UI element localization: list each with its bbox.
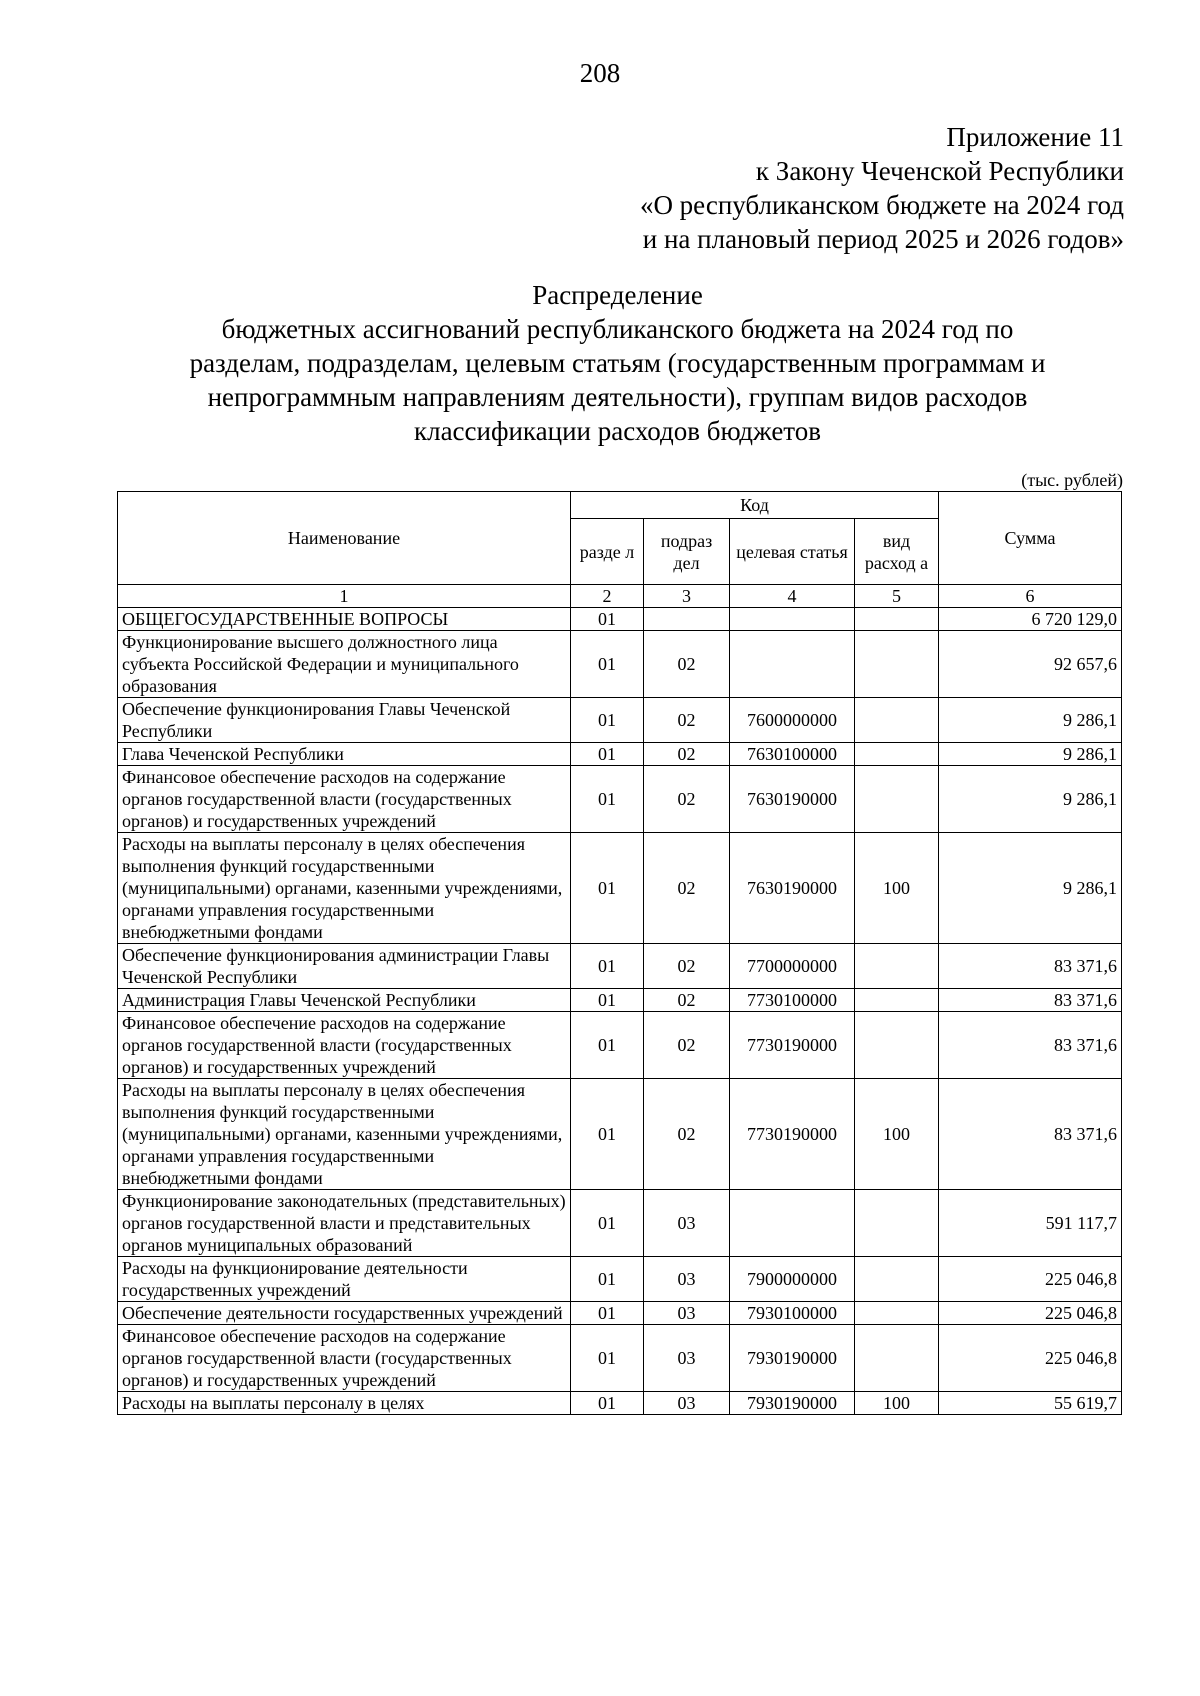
row-amount: 83 371,6 [939, 944, 1122, 989]
row-type [855, 1012, 939, 1079]
row-name: ОБЩЕГОСУДАРСТВЕННЫЕ ВОПРОСЫ [118, 608, 571, 631]
row-section: 01 [571, 989, 644, 1012]
row-type [855, 1190, 939, 1257]
title-line: классификации расходов бюджетов [413, 416, 822, 446]
table-row [118, 1392, 1122, 1415]
row-section: 01 [571, 1079, 644, 1190]
row-section: 01 [571, 1302, 644, 1325]
row-amount: 9 286,1 [939, 833, 1122, 944]
page-number: 208 [579, 58, 621, 88]
table-row [118, 833, 1122, 944]
row-subsection: 03 [644, 1325, 730, 1392]
table-row [118, 944, 1122, 989]
row-target [730, 608, 855, 631]
header-name: Наименование [118, 492, 571, 585]
row-section: 01 [571, 743, 644, 766]
row-subsection: 02 [644, 833, 730, 944]
appendix-line: «О республиканском бюджете на 2024 год [639, 190, 1124, 220]
table-row [118, 698, 1122, 743]
row-name: Расходы на выплаты персоналу в целях обеспечения выполнения функций государственными (муниципальными) органами, казенными учреждениями, органами управления государственными внебюджетными фондами [118, 833, 571, 944]
row-section: 01 [571, 608, 644, 631]
row-target: 7630190000 [730, 766, 855, 833]
row-type [855, 698, 939, 743]
table-row [118, 1257, 1122, 1302]
appendix-header [640, 120, 1124, 256]
row-type [855, 1257, 939, 1302]
row-section: 01 [571, 1325, 644, 1392]
row-type [855, 1325, 939, 1392]
row-amount: 55 619,7 [939, 1392, 1122, 1415]
row-subsection: 03 [644, 1392, 730, 1415]
row-type [855, 989, 939, 1012]
row-amount: 225 046,8 [939, 1325, 1122, 1392]
row-section: 01 [571, 944, 644, 989]
row-subsection: 03 [644, 1190, 730, 1257]
row-target [730, 631, 855, 698]
row-target: 7730190000 [730, 1079, 855, 1190]
appendix-line: к Закону Чеченской Республики [755, 156, 1124, 186]
table-row [118, 743, 1122, 766]
row-subsection: 02 [644, 766, 730, 833]
table-row [118, 766, 1122, 833]
column-number: 1 [118, 585, 571, 608]
column-number: 4 [730, 585, 855, 608]
row-amount: 83 371,6 [939, 1079, 1122, 1190]
table-row [118, 631, 1122, 698]
row-target: 7700000000 [730, 944, 855, 989]
column-number: 5 [855, 585, 939, 608]
header-code: Код [571, 492, 939, 519]
row-name: Обеспечение функционирования администрации Главы Чеченской Республики [118, 944, 571, 989]
column-number: 2 [571, 585, 644, 608]
row-amount: 9 286,1 [939, 766, 1122, 833]
row-type [855, 631, 939, 698]
row-subsection: 03 [644, 1257, 730, 1302]
row-type: 100 [855, 1079, 939, 1190]
row-subsection: 03 [644, 1302, 730, 1325]
row-subsection: 02 [644, 1079, 730, 1190]
row-target: 7600000000 [730, 698, 855, 743]
row-subsection: 02 [644, 698, 730, 743]
appendix-line: и на плановый период 2025 и 2026 годов» [642, 224, 1124, 254]
row-type: 100 [855, 1392, 939, 1415]
column-number-row [118, 585, 1122, 608]
row-type [855, 608, 939, 631]
header-target: целевая статья [730, 519, 855, 585]
table-row [118, 1079, 1122, 1190]
row-amount: 225 046,8 [939, 1257, 1122, 1302]
row-name: Финансовое обеспечение расходов на содержание органов государственной власти (государственных органов) и государственных учреждений [118, 1325, 571, 1392]
row-target: 7930190000 [730, 1325, 855, 1392]
row-amount: 83 371,6 [939, 989, 1122, 1012]
row-amount: 83 371,6 [939, 1012, 1122, 1079]
row-target: 7900000000 [730, 1257, 855, 1302]
row-name: Расходы на выплаты персоналу в целях обеспечения выполнения функций государственными (муниципальными) органами, казенными учреждениями, органами управления государственными внебюджетными фондами [118, 1079, 571, 1190]
table-row [118, 1302, 1122, 1325]
row-type: 100 [855, 833, 939, 944]
table-row [118, 989, 1122, 1012]
title-line: разделам, подразделам, целевым статьям (государственным программам и [189, 348, 1046, 378]
units-label: (тыс. рублей) [1021, 470, 1123, 490]
row-name: Расходы на выплаты персоналу в целях [118, 1392, 571, 1415]
row-target: 7730100000 [730, 989, 855, 1012]
row-type [855, 944, 939, 989]
row-name: Обеспечение деятельности государственных учреждений [118, 1302, 571, 1325]
row-amount: 92 657,6 [939, 631, 1122, 698]
row-type [855, 766, 939, 833]
row-subsection: 02 [644, 944, 730, 989]
row-target: 7930100000 [730, 1302, 855, 1325]
row-subsection: 02 [644, 631, 730, 698]
row-name: Глава Чеченской Республики [118, 743, 571, 766]
row-target: 7630100000 [730, 743, 855, 766]
row-name: Функционирование законодательных (представительных) органов государственной власти и представительных органов муниципальных образований [118, 1190, 571, 1257]
row-subsection: 02 [644, 743, 730, 766]
row-section: 01 [571, 1190, 644, 1257]
row-target [730, 1190, 855, 1257]
row-name: Администрация Главы Чеченской Республики [118, 989, 571, 1012]
appendix-line: Приложение 11 [946, 122, 1124, 152]
title-line: непрограммным направлениям деятельности), группам видов расходов [207, 382, 1028, 412]
row-name: Обеспечение функционирования Главы Чеченской Республики [118, 698, 571, 743]
row-amount: 9 286,1 [939, 743, 1122, 766]
row-section: 01 [571, 1012, 644, 1079]
row-name: Функционирование высшего должностного лица субъекта Российской Федерации и муниципального образования [118, 631, 571, 698]
row-name: Расходы на функционирование деятельности государственных учреждений [118, 1257, 571, 1302]
row-subsection: 02 [644, 989, 730, 1012]
row-target: 7930190000 [730, 1392, 855, 1415]
row-section: 01 [571, 833, 644, 944]
row-amount: 225 046,8 [939, 1302, 1122, 1325]
column-number: 6 [939, 585, 1122, 608]
header-type: вид расход а [855, 519, 939, 585]
row-target: 7730190000 [730, 1012, 855, 1079]
row-type [855, 743, 939, 766]
title-line: бюджетных ассигнований республиканского бюджета на 2024 год по [221, 314, 1014, 344]
row-section: 01 [571, 766, 644, 833]
row-target: 7630190000 [730, 833, 855, 944]
table-row [118, 1012, 1122, 1079]
row-amount: 591 117,7 [939, 1190, 1122, 1257]
row-amount: 9 286,1 [939, 698, 1122, 743]
row-subsection: 02 [644, 1012, 730, 1079]
table-row [118, 1190, 1122, 1257]
row-amount: 6 720 129,0 [939, 608, 1122, 631]
header-subsection: подраз дел [644, 519, 730, 585]
header-amount: Сумма [939, 492, 1122, 585]
header-section: разде л [571, 519, 644, 585]
table-row [118, 608, 1122, 631]
budget-table [117, 491, 1122, 1415]
row-name: Финансовое обеспечение расходов на содержание органов государственной власти (государственных органов) и государственных учреждений [118, 1012, 571, 1079]
row-name: Финансовое обеспечение расходов на содержание органов государственной власти (государственных органов) и государственных учреждений [118, 766, 571, 833]
row-section: 01 [571, 698, 644, 743]
table-row [118, 1325, 1122, 1392]
title-line: Распределение [532, 280, 703, 310]
column-number: 3 [644, 585, 730, 608]
row-section: 01 [571, 1392, 644, 1415]
row-subsection [644, 608, 730, 631]
row-type [855, 1302, 939, 1325]
document-title [110, 278, 1125, 448]
row-section: 01 [571, 631, 644, 698]
row-section: 01 [571, 1257, 644, 1302]
